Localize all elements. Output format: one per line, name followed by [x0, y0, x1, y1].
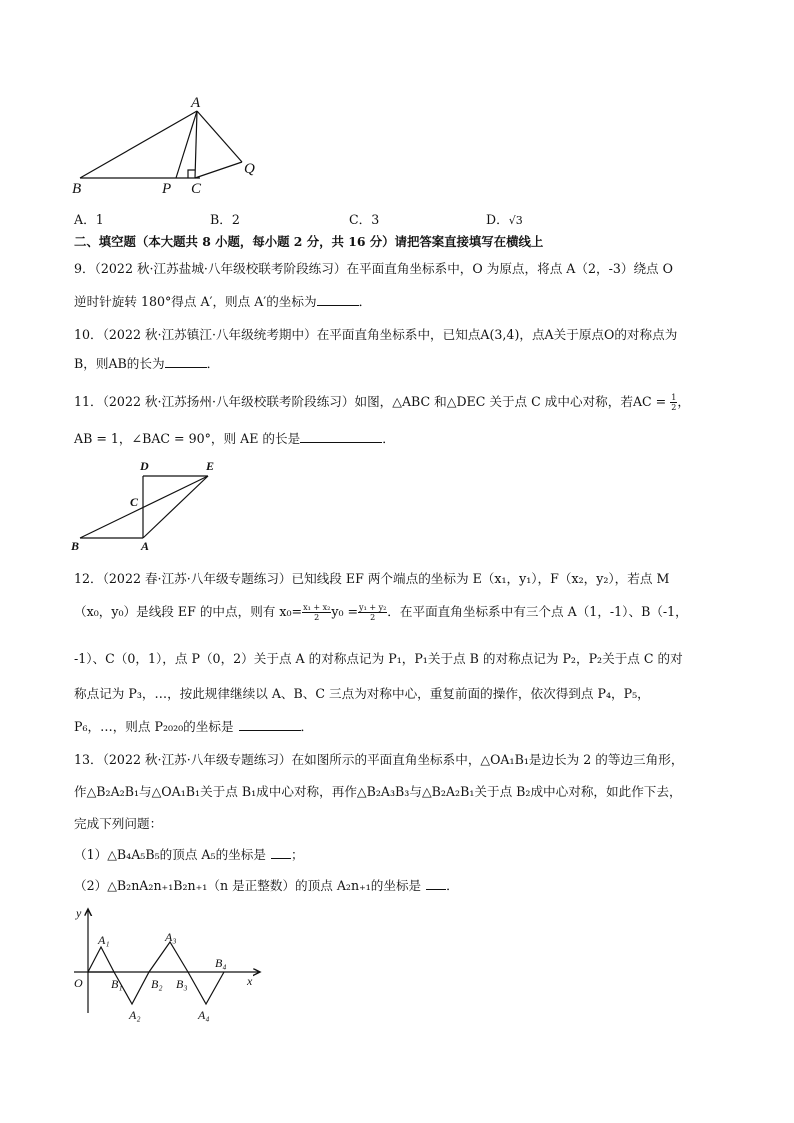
label-a3: A₃ — [165, 930, 177, 944]
section-heading: 二、填空题（本大题共 8 小题，每小题 2 分，共 16 分）请把答案直接填写在横线上 — [74, 234, 544, 249]
q12-line3: -1）、C（0，1），点 P（0，2）关于点 A 的对称点记为 P₁，P₁关于点 B 的对称点记为 P₂，P₂关于点 C 的对 — [74, 651, 683, 666]
label-b1: B₁ — [111, 977, 123, 991]
q10-text: B，则AB的长为 — [74, 356, 165, 371]
q12-fraction-x: $\frac{\text{x₁ + x₂}}{2}$ — [303, 603, 331, 622]
zigzag-path — [88, 942, 224, 1004]
q9-line1: 9．（2022 秋·江苏盐城·八年级校联考阶段练习）在平面直角坐标系中，O 为原点，将点 A（2，-3）绕点 O — [74, 261, 673, 276]
q11-line2 — [74, 430, 395, 448]
label-a1: A₁ — [98, 933, 110, 947]
option-a: A．1 — [74, 212, 104, 227]
label-p: P — [162, 181, 172, 197]
q13-line2: 作△B₂A₂B₁与△OA₁B₁关于点 B₁成中心对称，再作△B₂A₃B₃与△B₂A₂B₁关于点 B₂成中心对称，如此作下去， — [74, 784, 682, 799]
label-q: Q — [244, 161, 255, 177]
label-b3: B₃ — [176, 977, 188, 991]
q12-line5 — [74, 718, 313, 736]
q10-answer-blank[interactable] — [165, 355, 207, 368]
q9-answer-blank[interactable] — [317, 293, 359, 306]
label-c2: C — [130, 495, 139, 509]
option-d-label: D． — [486, 212, 509, 227]
figure-q11 — [68, 456, 228, 556]
q13-sub2-text: （2）△B₂nA₂n₊₁B₂n₊₁（n 是正整数）的顶点 A₂n₊₁的坐标是 — [74, 878, 422, 893]
q11-text: 11．（2022 秋·江苏扬州·八年级校联考阶段练习）如图，△ABC 和△DEC 关于点 C 成中心对称，若AC = — [74, 394, 667, 409]
q11-comma: ， — [677, 394, 690, 409]
q13-sub2 — [74, 877, 459, 895]
label-y: y — [76, 906, 82, 920]
q13-sub1-text: （1）△B₄A₅B₅的顶点 A₅的坐标是 — [74, 847, 266, 862]
label-a2: A — [141, 539, 150, 553]
q9-text: 逆时针旋转 180°得点 A′，则点 A′的坐标为 — [74, 294, 317, 309]
label-b2-13: B₂ — [151, 977, 163, 991]
q11-answer-blank[interactable] — [300, 430, 382, 443]
coordinate-figure-q13 — [70, 903, 270, 1023]
label-a4: A₄ — [198, 1008, 210, 1022]
q11-text2: AB = 1，∠BAC = 90°，则 AE 的长是 — [74, 431, 301, 446]
segment-cq — [195, 162, 242, 178]
option-b: B．2 — [210, 212, 240, 227]
q10-line2 — [74, 355, 219, 373]
q12-text5: P₆，…，则点 P₂₀₂₀的坐标是 — [74, 719, 234, 734]
q12-answer-blank[interactable] — [239, 718, 301, 731]
label-b4: B₄ — [215, 956, 227, 970]
q13-sub1-answer-blank[interactable] — [271, 846, 291, 859]
q10-end: ． — [206, 356, 220, 371]
q12-text: （x₀，y₀）是线段 EF 的中点，则有 x₀= — [74, 604, 303, 619]
q13-sub1-end: ； — [290, 847, 304, 862]
label-o: O — [74, 976, 83, 990]
segment-ac — [195, 111, 197, 178]
q11-line1 — [74, 393, 690, 412]
right-angle-mark — [188, 170, 195, 178]
label-x: x — [247, 974, 253, 988]
label-d: D — [140, 459, 149, 473]
segment-ae — [143, 476, 208, 538]
q13-sub2-answer-blank[interactable] — [426, 877, 446, 890]
q13-line3: 完成下列问题： — [74, 816, 163, 831]
q12-mid: y₀ = — [331, 604, 359, 619]
q9-line2 — [74, 293, 371, 311]
q13-line1: 13．（2022 秋·江苏·八年级专题练习）在如图所示的平面直角坐标系中，△OA₁B₁是边长为 2 的等边三角形， — [74, 752, 684, 767]
label-b: B — [72, 181, 82, 197]
q9-end: ． — [358, 294, 372, 309]
q12-line2 — [74, 603, 688, 622]
option-d — [486, 209, 523, 228]
option-d-sqrt: √3 — [508, 214, 523, 227]
q10-line1: 10．（2022 秋·江苏镇江·八年级统考期中）在平面直角坐标系中，已知点A(3,4)，点A关于原点O的对称点为 — [74, 327, 678, 342]
label-a2-13: A₂ — [129, 1008, 141, 1022]
q12-line1: 12．（2022 春·江苏·八年级专题练习）已知线段 EF 两个端点的坐标为 E（x₁，y₁），F（x₂，y₂），若点 M — [74, 571, 670, 586]
q11-end: ． — [382, 431, 395, 446]
option-c: C．3 — [349, 212, 380, 227]
q12-text2: ．在平面直角坐标系中有三个点 A（1，-1）、B（-1， — [387, 604, 688, 619]
label-c: C — [191, 181, 202, 197]
segment-be — [80, 476, 208, 538]
label-b2: B — [71, 539, 80, 553]
label-e: E — [206, 459, 215, 473]
q11-fraction: $\frac{1}{2}$ — [671, 393, 677, 412]
label-a: A — [191, 95, 201, 111]
triangle-figure-q8 — [70, 92, 270, 202]
q13-sub1 — [74, 846, 304, 864]
q12-end: ． — [300, 719, 314, 734]
q12-fraction-y: $\frac{\text{y₁ + y₂}}{2}$ — [359, 603, 387, 622]
q12-line4: 称点记为 P₃，…，按此规律继续以 A、B、C 三点为对称中心，重复前面的操作，依次得到点 P₄，P₅， — [74, 686, 650, 701]
segment-aq — [197, 111, 242, 162]
q13-sub2-end: ． — [446, 878, 459, 893]
